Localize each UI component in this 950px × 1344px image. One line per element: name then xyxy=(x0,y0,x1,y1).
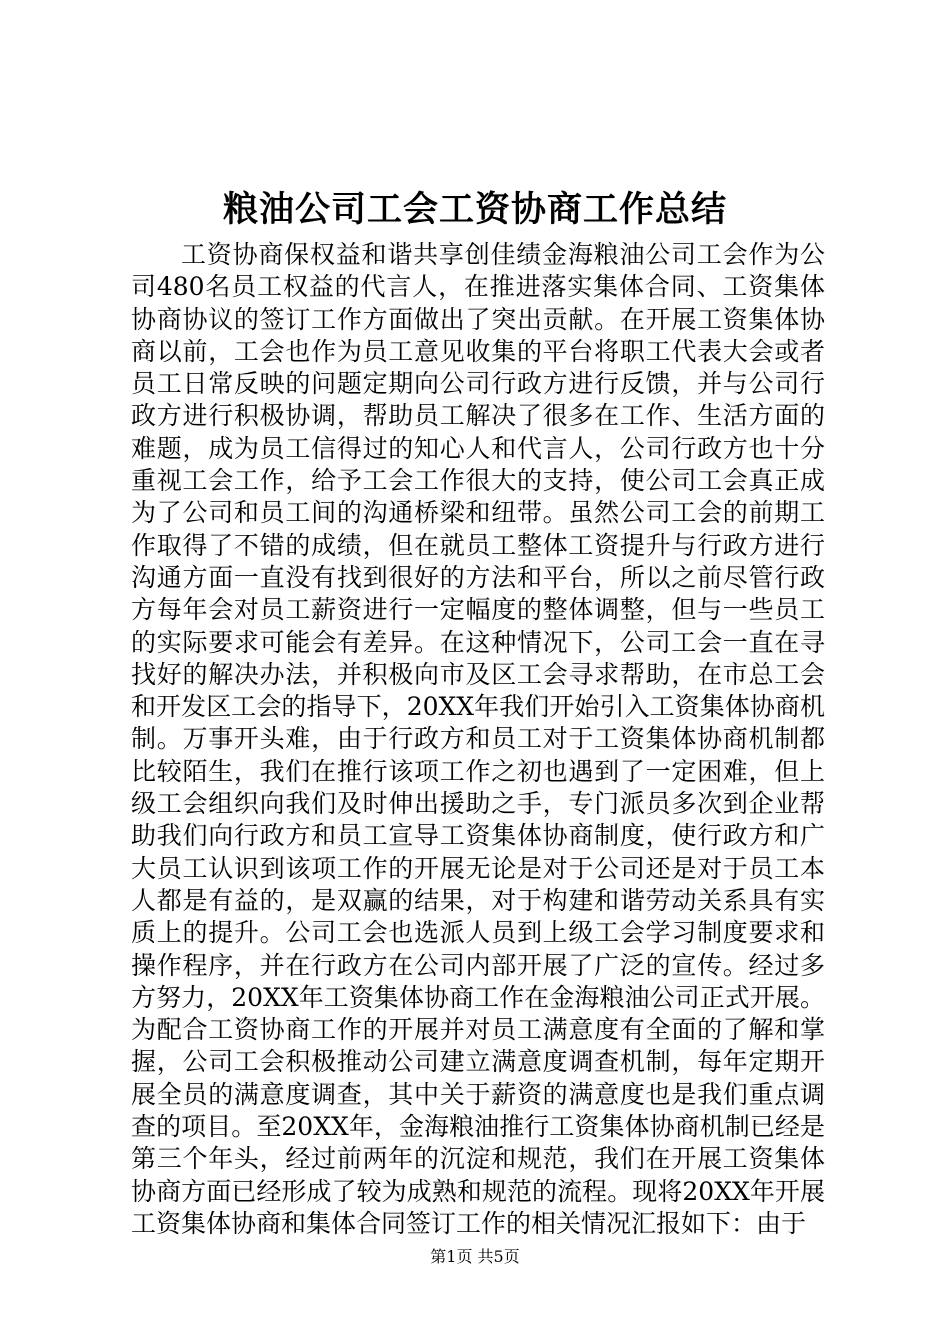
document-body-paragraph: 工资协商保权益和谐共享创佳绩金海粮油公司工会作为公司480名员工权益的代言人，在推进落实集体合同、工资集体协商协议的签订工作方面做出了突出贡献。在开展工资集体协商以前，工会也作为员工意见收集的平台将职工代表大会或者员工日常反映的问题定期向公司行政方进行反馈，并与公司行政方进行积极协调，帮助员工解决了很多在工作、生活方面的难题，成为员工信得过的知心人和代言人，公司行政方也十分重视工会工作，给予工会工作很大的支持，使公司工会真正成为了公司和员工间的沟通桥梁和纽带。虽然公司工会的前期工作取得了不错的成绩，但在就员工整体工资提升与行政方进行沟通方面一直没有找到很好的方法和平台，所以之前尽管行政方每年会对员工薪资进行一定幅度的整体调整，但与一些员工的实际要求可能会有差异。在这种情况下，公司工会一直在寻找好的解决办法，并积极向市及区工会寻求帮助，在市总工会和开发区工会的指导下，20XX年我们开始引入工资集体协商机制。万事开头难，由于行政方和员工对于工资集体协商机制都比较陌生，我们在推行该项工作之初也遇到了一定困难，但上级工会组织向我们及时伸出援助之手，专门派员多次到企业帮助我们向行政方和员工宣导工资集体协商制度，使行政方和广大员工认识到该项工作的开展无论是对于公司还是对于员工本人都是有益的，是双赢的结果，对于构建和谐劳动关系具有实质上的提升。公司工会也选派人员到上级工会学习制度要求和操作程序，并在行政方在公司内部开展了广泛的宣传。经过多方努力，20XX年工资集体协商工作在金海粮油公司正式开展。为配合工资协商工作的开展并对员工满意度有全面的了解和掌握，公司工会积极推动公司建立满意度调查机制，每年定期开展全员的满意度调查，其中关于薪资的满意度也是我们重点调查的项目。至20XX年，金海粮油推行工资集体协商机制已经是第三个年头，经过前两年的沉淀和规范，我们在开展工资集体协商方面已经形成了较为成熟和规范的流程。现将20XX年开展工资集体协商和集体合同签订工作的相关情况汇报如下：由于 xyxy=(131,240,825,1238)
document-title: 粮油公司工会工资协商工作总结 xyxy=(222,189,727,230)
page-number: 第1页 共5页 xyxy=(430,1247,520,1266)
